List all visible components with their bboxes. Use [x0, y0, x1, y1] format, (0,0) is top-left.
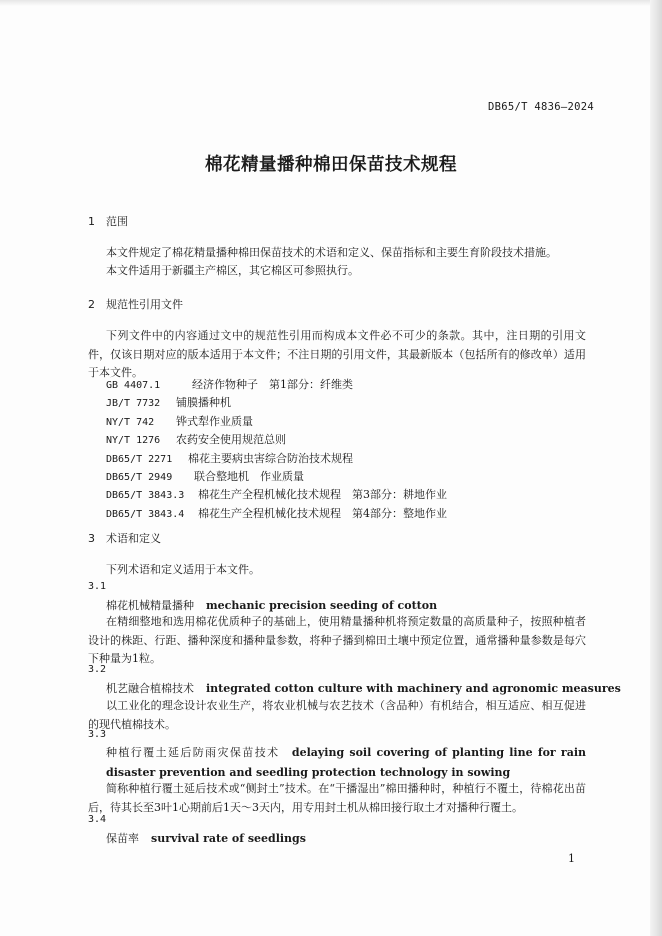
term-3-3-heading: [106, 743, 586, 783]
term-number: 3.2: [88, 664, 107, 675]
term-english: survival rate of seedlings: [151, 832, 306, 845]
reference-title: 联合整地机 作业质量: [194, 469, 304, 483]
reference-code: DB65/T 2271: [106, 453, 173, 465]
section-2-intro: 下列文件中的内容通过文中的规范性引用而构成本文件必不可少的条款。其中，注日期的引用文件，仅该日期对应的版本适用于本文件；不注日期的引用文件，其最新版本（包括所有的修改单）适用于本文件。: [88, 329, 586, 379]
scan-shadow-right: [650, 0, 662, 936]
section-3-heading: [88, 530, 161, 546]
reference-code: NY/T 742: [106, 416, 155, 428]
section-3-title: 术语和定义: [106, 532, 161, 545]
reference-title: 棉花主要病虫害综合防治技术规程: [188, 451, 353, 465]
reference-item: [106, 376, 447, 394]
reference-code: DB65/T 3843.3: [106, 490, 185, 502]
term-english: mechanic precision seeding of cotton: [206, 599, 438, 612]
reference-item: [106, 413, 447, 431]
reference-list: [106, 376, 447, 523]
page-number: 1: [568, 852, 575, 865]
reference-code: JB/T 7732: [106, 398, 161, 410]
reference-code: NY/T 1276: [106, 435, 161, 447]
reference-item: [106, 468, 447, 486]
reference-item: [106, 450, 447, 468]
term-chinese: 机艺融合植棉技术: [106, 682, 194, 695]
term-chinese: 棉花机械精量播种: [106, 599, 194, 612]
reference-title: 经济作物种子 第1部分：纤维类: [192, 378, 353, 391]
term-chinese: 种植行覆土延后防雨灾保苗技术: [106, 746, 280, 759]
term-3-1-definition: 在精细整地和选用棉花优质种子的基础上，使用精量播种机将预定数量的高质量种子，按照种植者设计的株距、行距、播种深度和播种量参数，将种子播到棉田土壤中预定位置，通常播种量参数是每穴下种量为1粒。: [88, 615, 586, 665]
reference-item: [106, 486, 447, 504]
term-3-4-heading: [106, 830, 306, 846]
reference-code: DB65/T 3843.4: [106, 508, 185, 520]
term-number: 3.3: [88, 729, 107, 740]
reference-item: [106, 394, 447, 412]
reference-title: 农药安全使用规范总则: [176, 433, 286, 447]
term-3-1-heading: [106, 597, 437, 613]
term-number: 3.4: [88, 814, 107, 825]
term-chinese: 保苗率: [106, 832, 139, 845]
reference-title: 铺膜播种机: [176, 396, 231, 410]
reference-code: GB 4407.1: [106, 380, 161, 391]
term-3-2-heading: [106, 680, 621, 696]
section-2-heading: [88, 296, 183, 312]
term-english: integrated cotton culture with machinery and agronomic measures: [206, 682, 621, 695]
reference-title: 铧式犁作业质量: [176, 414, 253, 428]
reference-title: 棉花生产全程机械化技术规程 第4部分：整地作业: [198, 506, 447, 520]
section-3-number: 3: [88, 532, 95, 545]
document-title: 棉花精量播种棉田保苗技术规程: [205, 155, 457, 175]
section-3-intro: 下列术语和定义适用于本文件。: [106, 563, 260, 576]
term-english: delaying soil covering of planting line for rain disaster prevention and seedling protection technology in sowing: [106, 746, 587, 779]
section-1-title: 范围: [106, 215, 128, 228]
section-1-paragraph-1: 本文件规定了棉花精量播种棉田保苗技术的术语和定义、保苗指标和主要生育阶段技术措施。: [106, 246, 557, 259]
section-2-title: 规范性引用文件: [106, 298, 183, 311]
section-1-paragraph-2: 本文件适用于新疆主产棉区，其它棉区可参照执行。: [106, 264, 359, 277]
section-2-number: 2: [88, 298, 95, 311]
reference-code: DB65/T 2949: [106, 471, 173, 483]
term-3-2-definition: 以工业化的理念设计农业生产，将农业机械与农艺技术（含品种）有机结合，相互适应、相互促进的现代植棉技术。: [88, 699, 586, 731]
reference-item: [106, 505, 447, 523]
reference-item: [106, 431, 447, 449]
standard-number: DB65/T 4836—2024: [488, 101, 594, 113]
term-3-3-definition: 简称种植行覆土延后技术或“侧封土”技术。在“干播湿出”棉田播种时，种植行不覆土，待棉花出苗后，待其长至3叶1心期前后1天～3天内，用专用封土机从棉田接行取土才对播种行覆土。: [88, 782, 586, 814]
term-number: 3.1: [88, 581, 107, 592]
reference-title: 棉花生产全程机械化技术规程 第3部分：耕地作业: [198, 488, 447, 502]
scan-shadow-top: [0, 0, 662, 6]
section-1-heading: [88, 213, 128, 229]
section-1-number: 1: [88, 215, 95, 228]
